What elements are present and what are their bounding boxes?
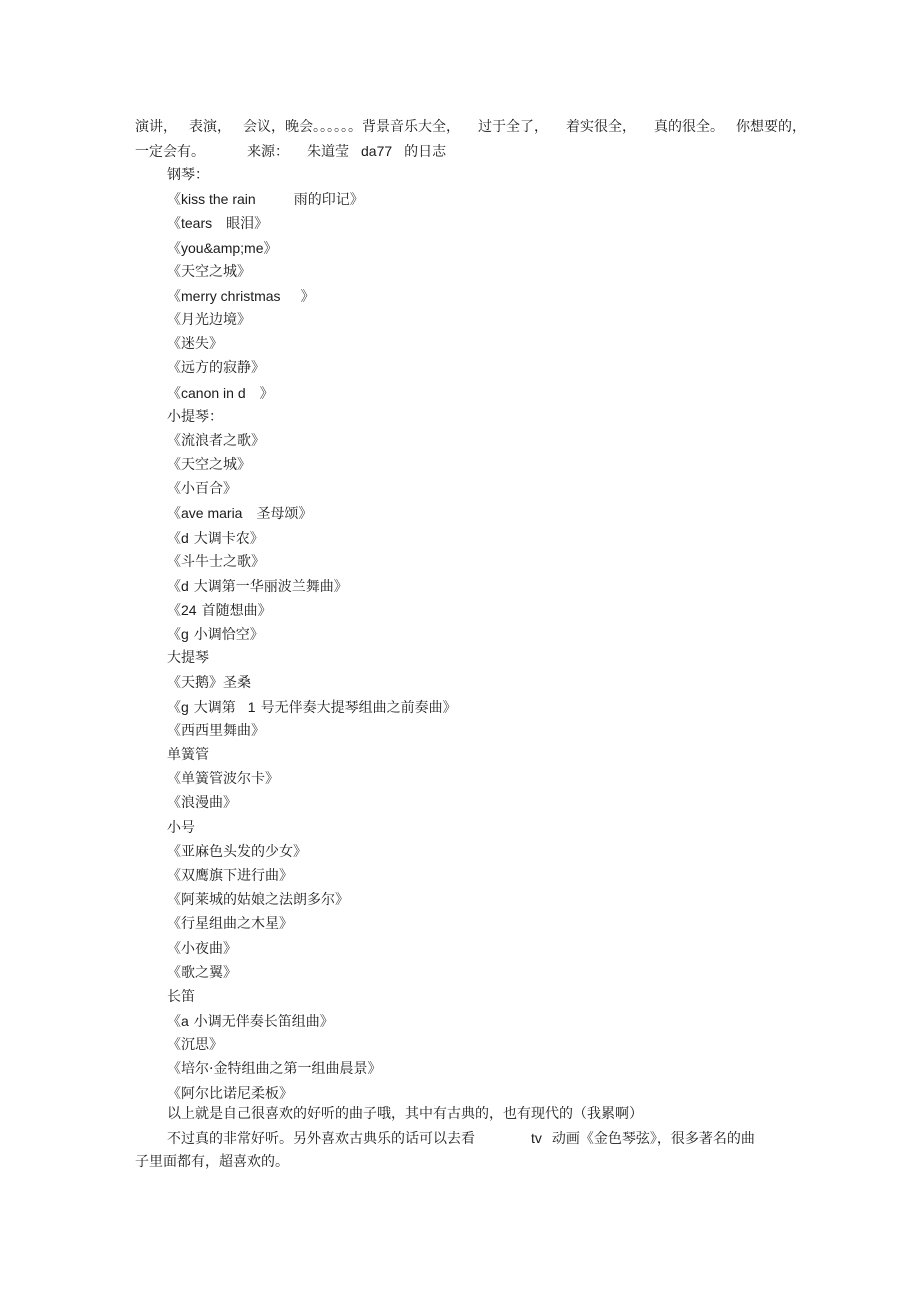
- intro-text: 会议，晚会。。。。。。背景音乐大全，: [243, 119, 460, 135]
- list-item: 《行星组曲之木星》: [167, 916, 293, 933]
- list-item: 《you&amp;me》: [167, 239, 278, 256]
- intro-text: 过于全了，: [478, 119, 548, 135]
- list-item: 《迷失》: [167, 336, 223, 353]
- list-item: 《远方的寂静》: [167, 360, 265, 377]
- list-item: 《g 小调恰空》: [167, 626, 264, 644]
- intro-text: 你想要的，: [736, 119, 806, 135]
- intro-text: 表演，: [189, 119, 231, 135]
- list-item: 《亚麻色头发的少女》: [167, 843, 307, 860]
- list-item: 《天空之城》: [167, 263, 251, 280]
- list-item: 《ave maria 圣母颂》: [167, 505, 313, 523]
- list-item: 《浪漫曲》: [167, 795, 237, 812]
- closing-line-1: 以上就是自己很喜欢的好听的曲子哦，其中有古典的，也有现代的（我累啊）: [167, 1106, 643, 1122]
- list-item: 《培尔·金特组曲之第一组曲晨景》: [167, 1061, 382, 1078]
- list-item: 《tears 眼泪》: [167, 215, 269, 233]
- author-name: 朱道莹: [307, 144, 349, 160]
- list-item: 《月光边境》: [167, 312, 251, 329]
- section-heading-cello: 大提琴: [167, 650, 209, 667]
- intro-line-2: [135, 139, 785, 163]
- section-heading-violin: 小提琴：: [167, 408, 223, 425]
- intro-text: 着实很全，: [566, 119, 636, 135]
- list-item: 《斗牛士之歌》: [167, 553, 265, 570]
- music-list: [167, 163, 457, 1106]
- list-item: 《merry christmas 》: [167, 287, 315, 305]
- source-label: 来源：: [247, 144, 289, 160]
- list-item: 《d 大调卡农》: [167, 529, 264, 547]
- intro-text: 一定会有。: [135, 144, 205, 160]
- list-item: 《24 首随想曲》: [167, 602, 272, 620]
- intro-paragraph: [135, 115, 806, 163]
- list-item: 《g 大调第 1 号无伴奏大提琴组曲之前奏曲》: [167, 698, 457, 716]
- author-id: da77: [361, 143, 393, 159]
- section-heading-piano: 钢琴：: [167, 167, 209, 183]
- section-heading-flute: 长笛: [167, 988, 195, 1005]
- list-item: 《d 大调第一华丽波兰舞曲》: [167, 577, 348, 595]
- list-item: 《canon in d 》: [167, 384, 274, 402]
- closing-line-3: 子里面都有，超喜欢的。: [135, 1154, 289, 1170]
- list-item: 《单簧管波尔卡》: [167, 771, 279, 788]
- intro-line-1: [135, 115, 806, 139]
- section-heading-clarinet: 单簧管: [167, 747, 209, 764]
- list-item: 《双鹰旗下进行曲》: [167, 867, 293, 884]
- intro-text: 真的很全。: [654, 119, 724, 135]
- closing-line-2: 不过真的非常好听。另外喜欢古典乐的话可以去看 tv 动画《金色琴弦》，很多著名的曲: [167, 1130, 755, 1147]
- list-item: 《a 小调无伴奏长笛组曲》: [167, 1013, 334, 1031]
- list-item: 《沉思》: [167, 1037, 223, 1054]
- intro-text: 演讲，: [135, 119, 177, 135]
- list-item: 《小百合》: [167, 481, 237, 498]
- list-item: 《小夜曲》: [167, 940, 237, 957]
- list-item: 《流浪者之歌》: [167, 432, 265, 449]
- list-item: 《天空之城》: [167, 457, 251, 474]
- list-item: 《阿莱城的姑娘之法朗多尔》: [167, 892, 349, 909]
- section-heading-trumpet: 小号: [167, 819, 195, 836]
- list-item: 《kiss the rain 雨的印记》: [167, 191, 364, 209]
- list-item: 《西西里舞曲》: [167, 722, 265, 739]
- list-item: 《阿尔比诺尼柔板》: [167, 1085, 293, 1102]
- list-item: 《歌之翼》: [167, 964, 237, 981]
- list-item: 《天鹅》圣桑: [167, 674, 251, 691]
- intro-text: 的日志: [404, 144, 447, 160]
- closing-paragraph: [135, 1102, 785, 1174]
